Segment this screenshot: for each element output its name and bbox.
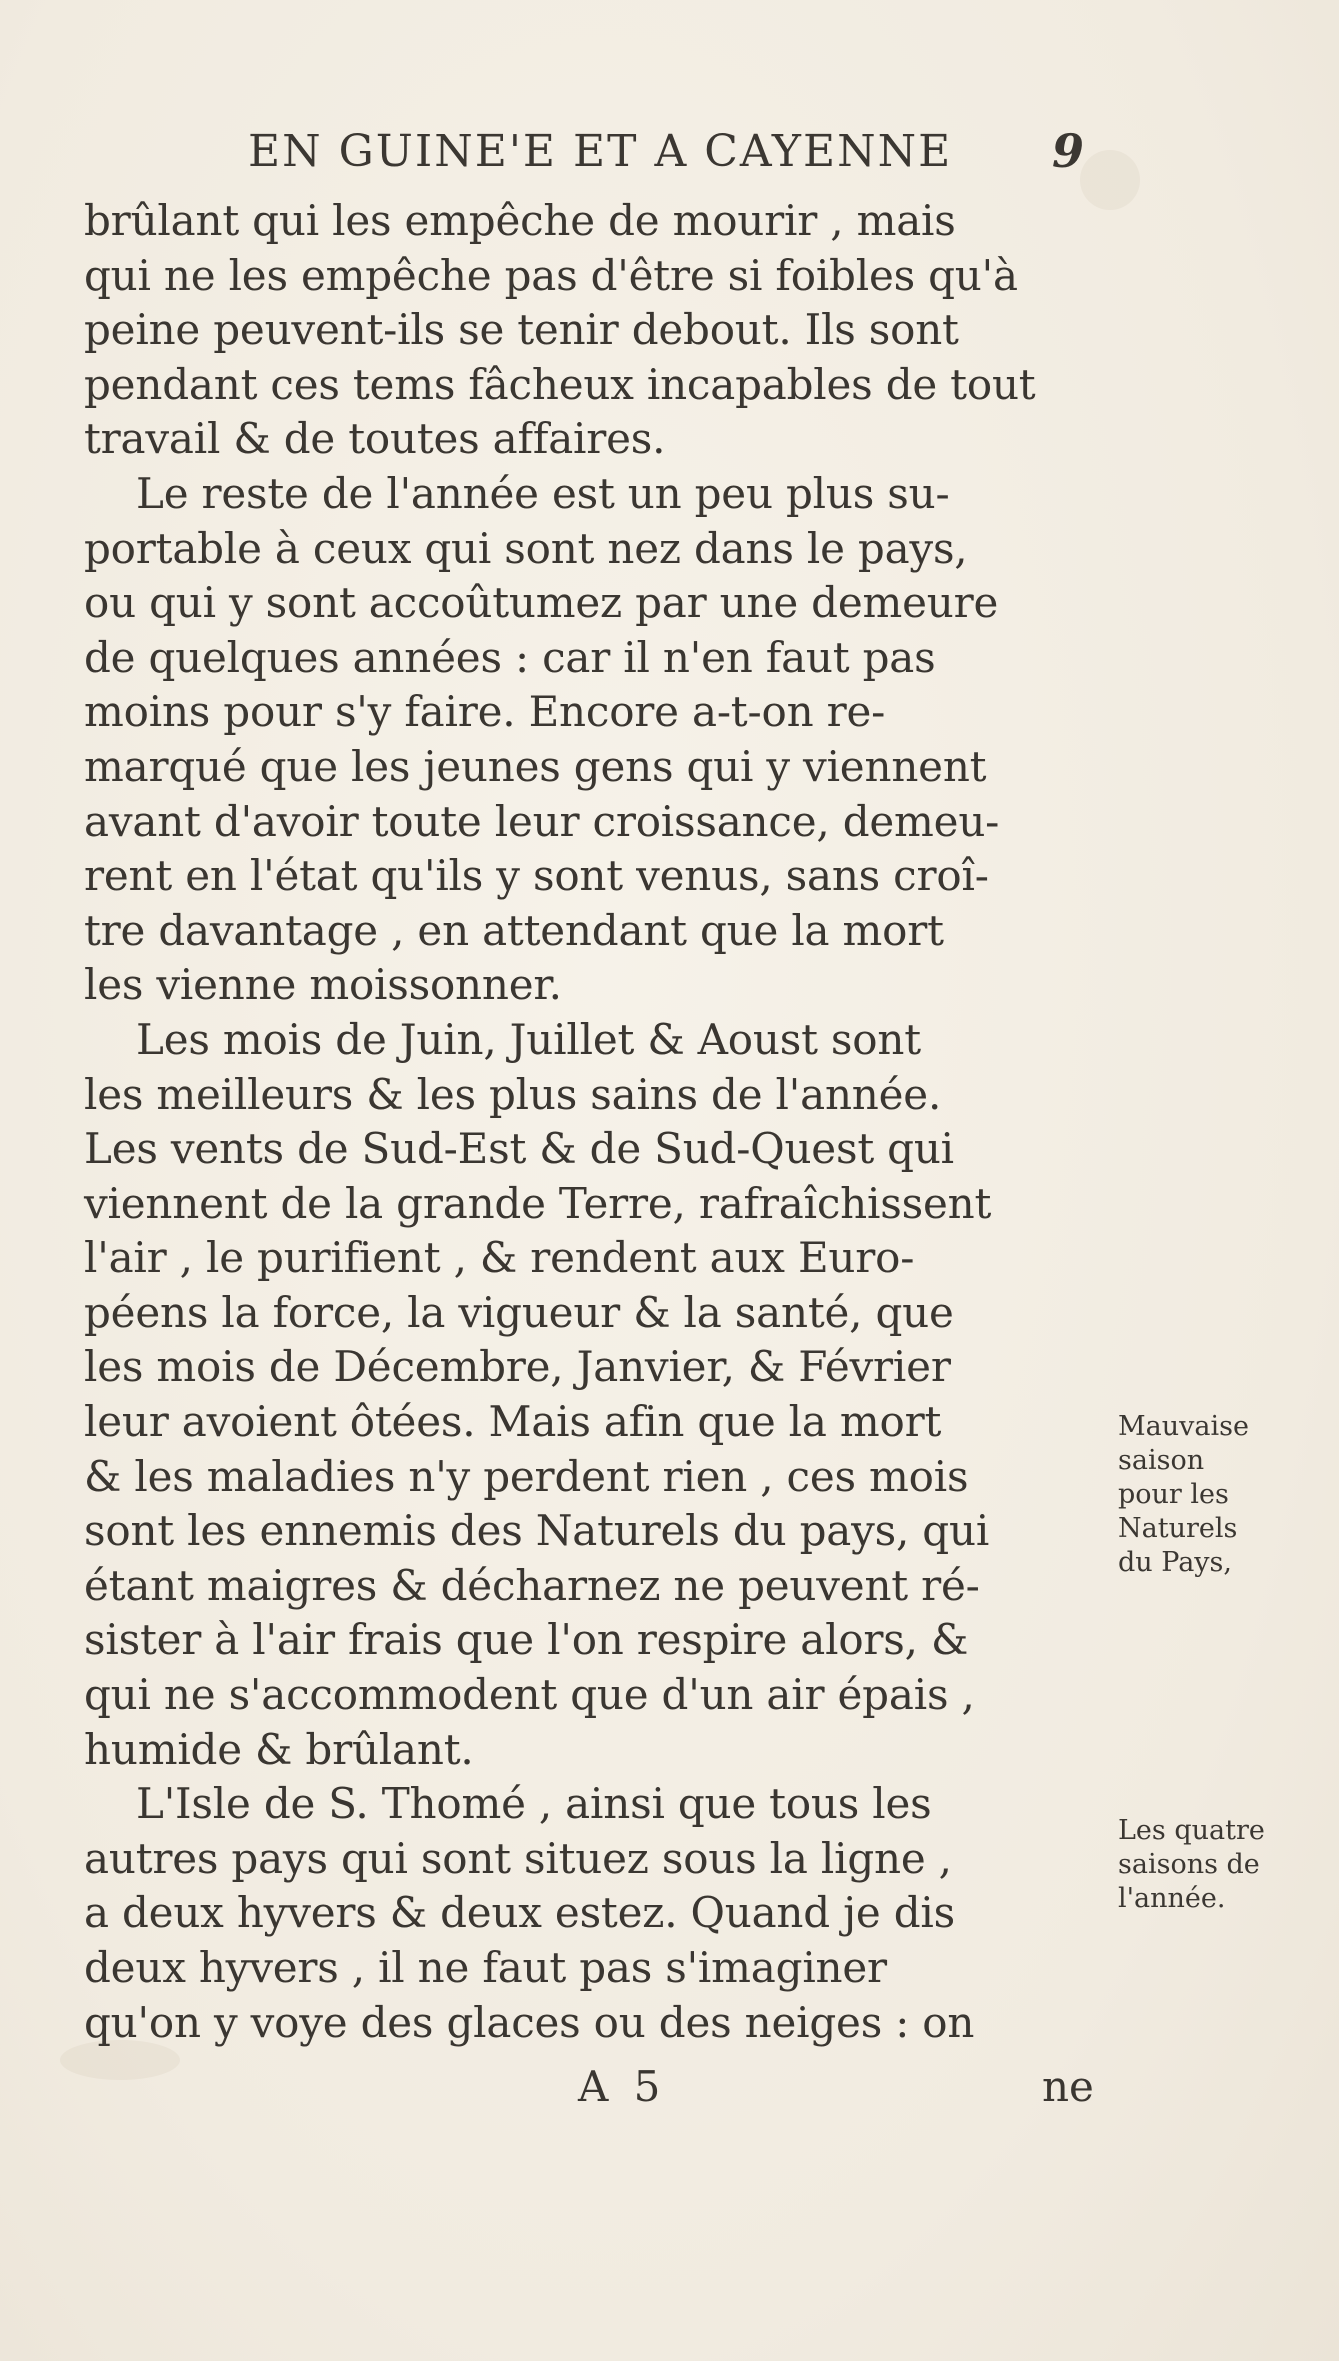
text-line: sont les ennemis des Naturels du pays, qui — [84, 1506, 990, 1556]
text-line: qui ne s'accommodent que d'un air épais , — [84, 1670, 975, 1720]
text-line: qui ne les empêche pas d'être si foibles qu'à — [84, 250, 1018, 300]
margin-note-line: Les quatre — [1118, 1815, 1265, 1846]
text-line: péens la force, la vigueur & la santé, que — [84, 1287, 954, 1337]
margin-note-line: Mauvaise — [1118, 1411, 1249, 1442]
text-line: qu'on y voye des glaces ou des neiges : on — [84, 1997, 975, 2047]
text-line: deux hyvers , il ne faut pas s'imaginer — [84, 1943, 887, 1992]
text-line: portable à ceux qui sont nez dans le pays, — [84, 523, 968, 573]
text-line: tre davantage , en attendant que la mort — [84, 905, 944, 955]
signature-mark: A 5 — [578, 2062, 667, 2111]
text-line: Les mois de Juin, Juillet & Aoust sont — [136, 1014, 921, 1064]
page-number: 9 — [1052, 124, 1085, 178]
margin-note-line: saisons de — [1118, 1849, 1260, 1880]
text-line: brûlant qui les empêche de mourir , mais — [84, 196, 956, 245]
text-line: Les vents de Sud-Est & de Sud-Quest qui — [84, 1124, 954, 1174]
text-line: moins pour s'y faire. Encore a-t-on re- — [84, 687, 886, 737]
text-line: humide & brûlant. — [84, 1724, 474, 1774]
text-line: peine peuvent-ils se tenir debout. Ils sont — [84, 305, 959, 355]
margin-note-line: l'année. — [1118, 1883, 1226, 1914]
text-line: sister à l'air frais que l'on respire alors, & — [84, 1615, 969, 1665]
page-header — [0, 118, 1339, 188]
text-line: étant maigres & décharnez ne peuvent ré- — [84, 1560, 980, 1610]
text-line: leur avoient ôtées. Mais afin que la mort — [84, 1397, 942, 1447]
body-text — [84, 194, 1104, 2050]
margin-note-line: pour les — [1118, 1479, 1229, 1510]
text-line: ou qui y sont accoûtumez par une demeure — [84, 578, 999, 628]
running-title: EN GUINE'E ET A CAYENNE — [248, 126, 953, 177]
text-line: pendant ces tems fâcheux incapables de tout — [84, 359, 1036, 409]
text-line: viennent de la grande Terre, rafraîchissent — [84, 1178, 992, 1228]
text-line: les mois de Décembre, Janvier, & Février — [84, 1342, 951, 1392]
text-line: travail & de toutes affaires. — [84, 414, 666, 464]
margin-note-line: saison — [1118, 1445, 1205, 1476]
text-line: marqué que les jeunes gens qui y viennent — [84, 741, 987, 791]
page-footer — [0, 2062, 1339, 2122]
margin-note-line: Naturels — [1118, 1513, 1238, 1544]
text-line: L'Isle de S. Thomé , ainsi que tous les — [136, 1779, 932, 1829]
text-line: les meilleurs & les plus sains de l'année. — [84, 1069, 942, 1119]
text-line: rent en l'état qu'ils y sont venus, sans croî- — [84, 851, 989, 901]
text-line: & les maladies n'y perdent rien , ces mois — [84, 1451, 969, 1501]
text-line: avant d'avoir toute leur croissance, demeu- — [84, 796, 1000, 846]
text-line: a deux hyvers & deux estez. Quand je dis — [84, 1888, 956, 1938]
text-line: autres pays qui sont situez sous la ligne , — [84, 1833, 952, 1883]
text-line: les vienne moissonner. — [84, 960, 562, 1010]
text-line: de quelques années : car il n'en faut pas — [84, 632, 936, 682]
margin-note-line: du Pays, — [1118, 1547, 1232, 1578]
text-line: Le reste de l'année est un peu plus su- — [136, 468, 950, 518]
text-line: l'air , le purifient , & rendent aux Euro- — [84, 1233, 915, 1283]
catchword: ne — [1042, 2062, 1094, 2111]
